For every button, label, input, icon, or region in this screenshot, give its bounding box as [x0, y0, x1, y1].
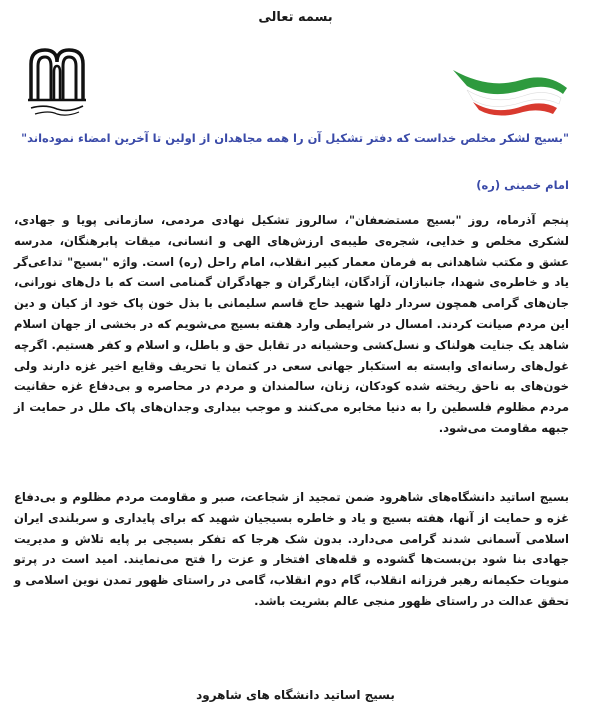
imam-quote: "بسیج لشکر مخلص خداست که دفتر تشکیل آن را همه مجاهدان از اولین تا آخرین امضاء نموده‌اند" [21, 131, 569, 145]
basij-logo [451, 60, 571, 120]
quote-author: امام خمینی (ره) [476, 178, 569, 192]
university-logo-icon [25, 42, 89, 118]
document-heading: بسمه تعالی [258, 10, 333, 25]
basij-flag-icon [451, 60, 571, 120]
university-logo [25, 42, 89, 118]
signature: بسیج اساتید دانشگاه های شاهرود [196, 688, 395, 702]
body-paragraph-1: پنجم آذرماه، روز "بسیج مستضعفان"، سالروز تشکیل نهادی مردمی، سازمانی پویا و جهادی، لشکری مخلص و خدایی، شجره‌ی طیبه‌ی ارزش‌های الهی و انسانی، میقات پابرهنگان، مدرسه عشق و مکتب شاهدانی به فرمان معمار کبیر انقلاب، امام راحل (ره) است. واژه "بسیج" تداعی‌گر یاد و خاطره‌ی شهدا، جانبازان، آزادگان، ایثارگران و جهادگران گمنامی است که با دل‌های نورانی، جان‌های گرامی همچون سردار دلها شهید حاج قاسم سلیمانی با بذل خون پاک خود از کیان و دین این مردم صیانت کردند. امسال در شرایطی وارد هفته بسیج می‌شویم که در بخشی از جهان اسلام شاهد یک جنایت هولناک و نسل‌کشی وحشیانه در تقابل حق و باطل، و اسلام و کفر هستیم. اگرچه غول‌های رسانه‌ای وابسته به استکبار جهانی سعی در کتمان یا تحریف وقایع اخیر غزه دارند ولی خون‌های به ناحق ریخته شده کودکان، زنان، سالمندان و مردم در محاصره و بی‌دفاع غزه حقانیت مردم مظلوم فلسطین را به دنیا مخابره می‌کنند و موجب بیداری وجدان‌های پاک ملل در حمایت از جبهه مقاومت می‌شود. [14, 213, 569, 435]
body-paragraph-2: بسیج اساتید دانشگاه‌های شاهرود ضمن تمجید از شجاعت، صبر و مقاومت مردم مظلوم و بی‌دفاع غزه و حمایت از آنها، هفته بسیج و یاد و خاطره بسیجیان شهید که برای پایداری و سربلندی ایران اسلامی آسمانی شدند گرامی می‌دارد. بدون شک هرجا که تفکر بسیجی بر پایه تلاش و مدیریت جهادی بنا شود بن‌بست‌ها گشوده و قله‌های افتخار و عزت را فتح می‌نمایند. امید است در پرتو منویات حکیمانه رهبر فرزانه انقلاب، گام دوم انقلاب، گامی در راستای ظهور تمدن نوین اسلامی و تحقق عدالت در راستای ظهور منجی عالم بشریت باشد. [14, 490, 569, 608]
